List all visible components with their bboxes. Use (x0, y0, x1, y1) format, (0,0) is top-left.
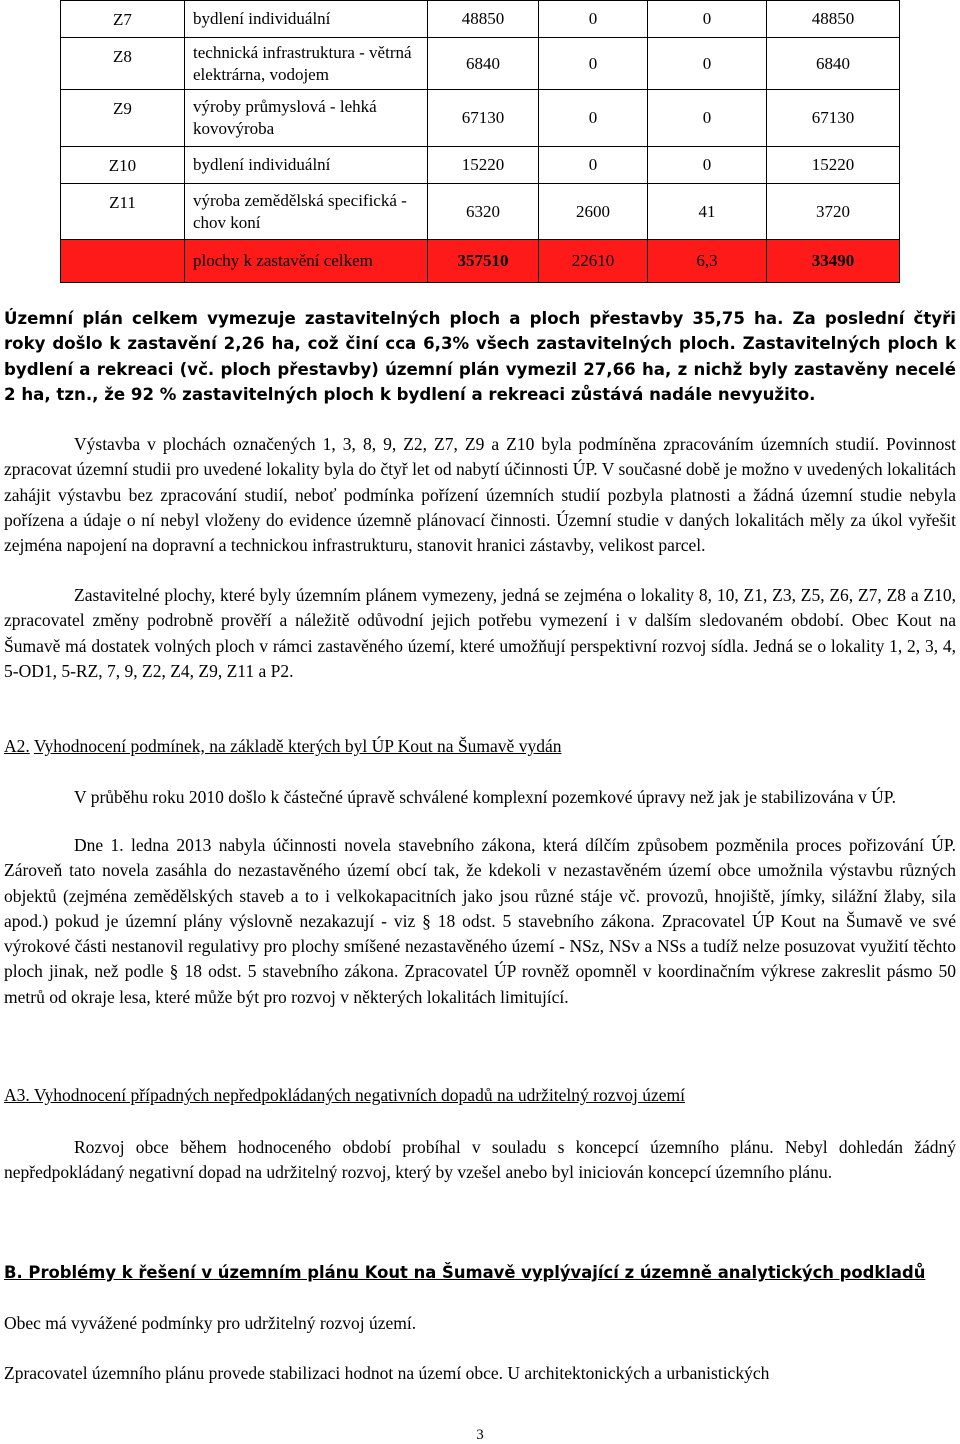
row-built: 0 (539, 147, 648, 184)
row-pct: 0 (648, 90, 767, 147)
row-built: 2600 (539, 184, 648, 240)
heading-a3-number: A3 (4, 1085, 26, 1105)
total-row-free: 33490 (767, 240, 900, 283)
row-use: technická infrastruktura - větrná elektrárna, vodojem (185, 38, 428, 90)
row-pct: 0 (648, 1, 767, 38)
heading-a2-text: Vyhodnocení podmínek, na základě kterých byl ÚP Kout na Šumavě vydán (33, 736, 562, 756)
row-use: bydlení individuální (185, 1, 428, 38)
row-free: 3720 (767, 184, 900, 240)
row-free: 15220 (767, 147, 900, 184)
table-row (61, 90, 900, 147)
total-row-pct: 6,3 (648, 240, 767, 283)
row-free: 67130 (767, 90, 900, 147)
total-row-total: 357510 (428, 240, 539, 283)
row-pct: 0 (648, 147, 767, 184)
row-use: výroby průmyslová - lehká kovovýroba (185, 90, 428, 147)
para-zpracovatel: Zpracovatel územního plánu provede stabilizaci hodnot na území obce. U architektonických a urbanistických (4, 1363, 770, 1383)
zastavitelne-paragraph: Zastavitelné plochy, které byly územním plánem vymezeny, jedná se zejména o lokality 8, 10, Z1, Z3, Z5, Z6, Z7, Z8 a Z10, zpracovatel změny podrobně prověří a náležitě odůvodní jejich potřebu vymezení i v dalším sledovaném období. Obec Kout na Šumavě má dostatek volných ploch v rámci zastavěného území, které umožňují perspektivní rozvoj sídla. Jedná se o lokality 1, 2, 3, 4, 5-OD1, 5-RZ, 7, 9, Z2, Z4, Z9, Z11 a P2. (4, 585, 956, 681)
table-row (61, 147, 900, 184)
land-use-table (60, 0, 900, 283)
row-built: 0 (539, 1, 648, 38)
row-code: Z11 (61, 184, 185, 240)
summary-paragraph: Územní plán celkem vymezuje zastavitelných ploch a ploch přestavby 35,75 ha. Za poslední čtyři roky došlo k zastavění 2,26 ha, což činí cca 6,3% všech zastavitelných ploch. Zastavitelných ploch k bydlení a rekreaci (vč. ploch přestavby) územní plán vymezil 27,66 ha, z nichž byly zastavěny necelé 2 ha, tzn., že 92 % zastavitelných ploch k bydlení a rekreaci zůstává nadále nevyužito. (4, 309, 956, 404)
heading-b-text: B. Problémy k řešení v územním plánu Kout na Šumavě vyplývající z územně analytických podkladů (4, 1263, 926, 1282)
row-code: Z10 (61, 147, 185, 184)
table-total-row (61, 240, 900, 283)
heading-a3 (4, 1083, 685, 1108)
row-use: výroba zemědělská specifická - chov koní (185, 184, 428, 240)
heading-a2-number: A2. (4, 736, 30, 756)
row-total: 48850 (428, 1, 539, 38)
row-code: Z8 (61, 38, 185, 90)
row-code: Z7 (61, 1, 185, 38)
studies-paragraph: Výstavba v plochách označených 1, 3, 8, 9, Z2, Z7, Z9 a Z10 byla podmíněna zpracováním územních studií. Povinnost zpracovat územní studii pro uvedené lokality byla do čtyř let od nabytí účinnosti ÚP. V současné době je možno v uvedených lokalitách zahájit výstavbu bez zpracování studií, neboť podmínka pořízení územních studií pozbyla platnosti a žádná územní studie nebyla pořízena a údaje o ní nebyl vloženy do evidence územně plánovací činnosti. Územní studie v daných lokalitách měly za úkol vyřešit zejména napojení na dopravní a technickou infrastrukturu, stanovit hranici zástavby, velikost parcel. (4, 434, 956, 556)
heading-a2 (4, 734, 561, 759)
row-total: 6840 (428, 38, 539, 90)
row-built: 0 (539, 38, 648, 90)
total-row-built: 22610 (539, 240, 648, 283)
row-total: 6320 (428, 184, 539, 240)
heading-b (4, 1260, 925, 1285)
row-total: 67130 (428, 90, 539, 147)
row-built: 0 (539, 90, 648, 147)
row-total: 15220 (428, 147, 539, 184)
total-row-label: plochy k zastavění celkem (185, 240, 428, 283)
para-2013: Dne 1. ledna 2013 nabyla účinnosti novela stavebního zákona, která dílčím způsobem pozměnila proces pořizování ÚP. Zároveň tato novela zasáhla do nezastavěného území obcí tak, že kdekoli v nezastavěném území obce umožnila výstavbu různých objektů (zejména zemědělských staveb a to i velkokapacitních jako jsou různé stáje vč. provozů, hnojiště, jímky, silážní žlaby, sila apod.) pokud je územní plány výslovně nezakazují - viz § 18 odst. 5 stavebního zákona. Zpracovatel ÚP Kout na Šumavě ve své výrokové části nestanovil regulativy pro plochy smíšené nezastavěného území - NSz, NSv a NSs a tudíž nelze posuzovat využití těchto ploch jinak, než podle § 18 odst. 5 stavebního zákona. Zpracovatel ÚP rovněž opomněl v koordinačním výkrese zakreslit pásmo 50 metrů od okraje lesa, které může být pro rozvoj v některých lokalitách limitující. (4, 835, 956, 1007)
table-row (61, 1, 900, 38)
row-pct: 41 (648, 184, 767, 240)
para-2010: V průběhu roku 2010 došlo k částečné úpravě schválené komplexní pozemkové úpravy než jak je stabilizována v ÚP. (74, 787, 896, 807)
row-use: bydlení individuální (185, 147, 428, 184)
row-free: 48850 (767, 1, 900, 38)
para-rozvoj: Rozvoj obce během hodnoceného období probíhal v souladu s koncepcí územního plánu. Nebyl dohledán žádný nepředpokládaný negativní dopad na udržitelný rozvoj, který by vzešel anebo byl iniciován koncepcí územního plánu. (4, 1137, 956, 1183)
heading-a3-text: . Vyhodnocení případných nepředpokládaných negativních dopadů na udržitelný rozvoj území (25, 1085, 686, 1105)
row-pct: 0 (648, 38, 767, 90)
total-row-empty-cell (61, 240, 185, 283)
row-free: 6840 (767, 38, 900, 90)
table-row (61, 184, 900, 240)
table-row (61, 38, 900, 90)
para-obec: Obec má vyvážené podmínky pro udržitelný rozvoj území. (4, 1313, 417, 1333)
row-code: Z9 (61, 90, 185, 147)
page-number: 3 (476, 1427, 484, 1443)
